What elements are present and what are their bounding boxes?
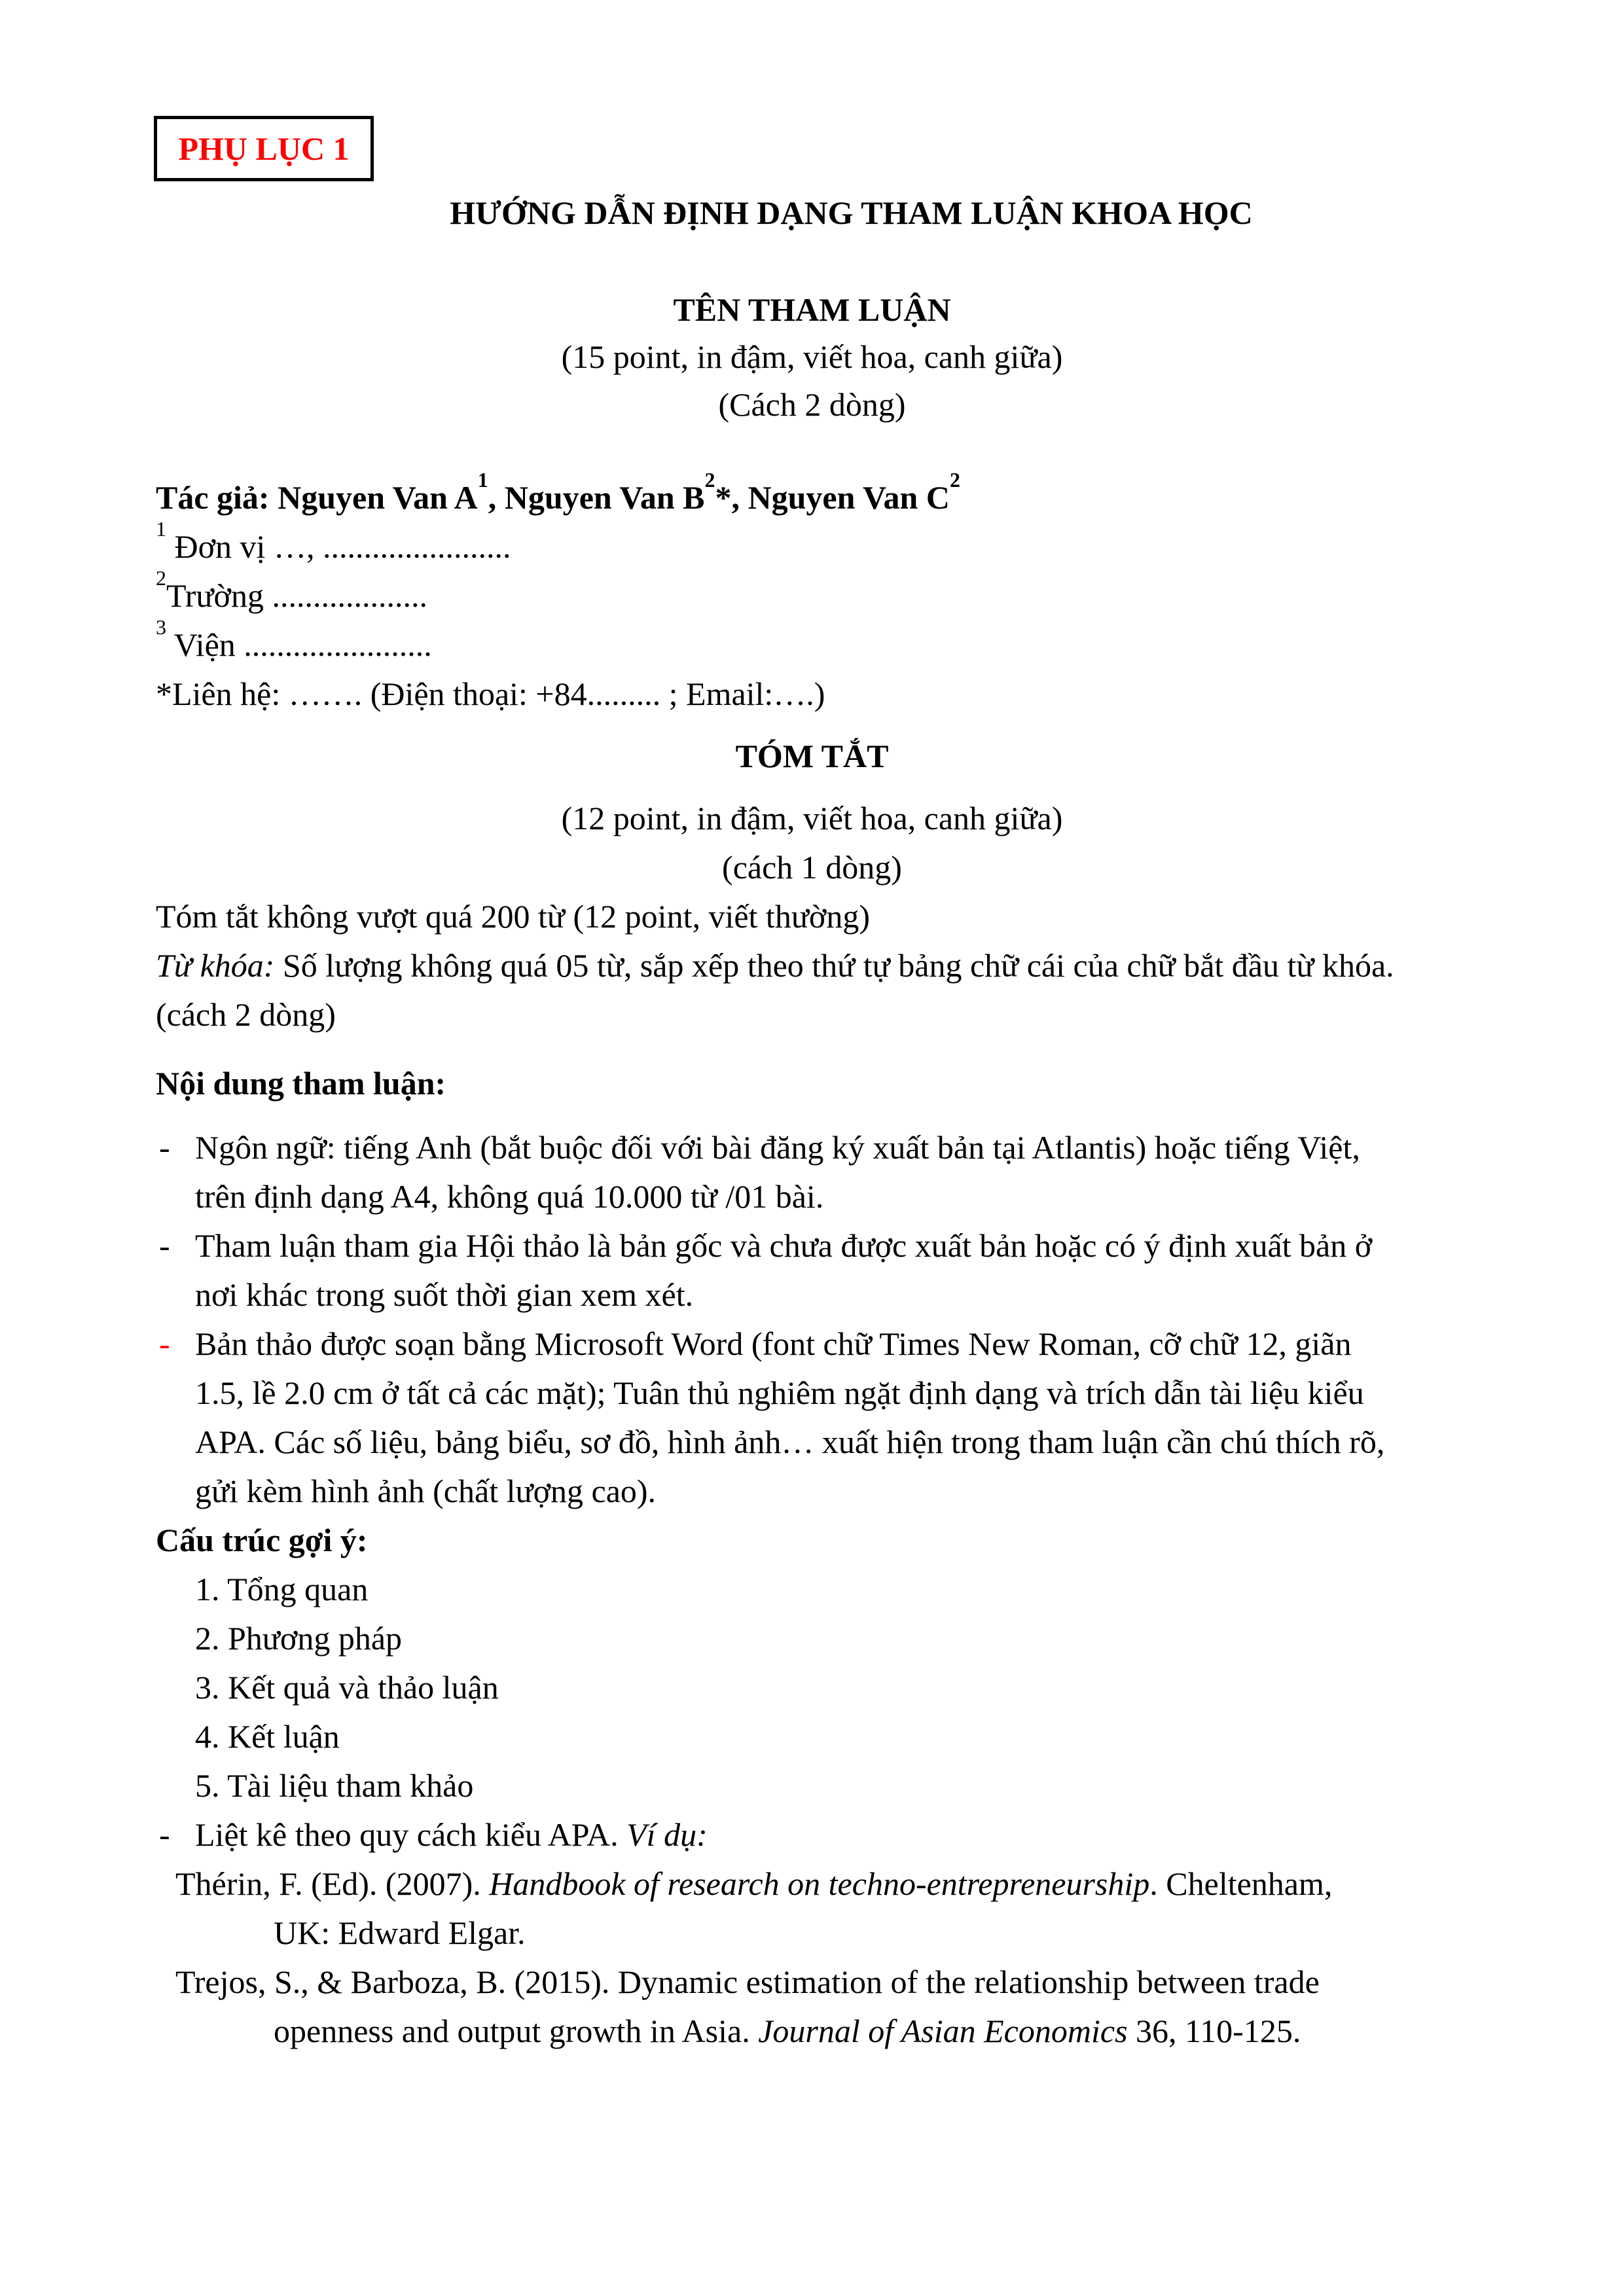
author-name: Nguyen Van A: [278, 479, 478, 516]
reference-entry: Trejos, S., & Barboza, B. (2015). Dynamic estimation of the relationship between trade: [175, 1964, 1320, 2000]
reference-entry: [175, 1867, 1478, 1900]
reference-title: openness and output growth in Asia.: [274, 2013, 759, 2049]
bullet-line: 1.5, lề 2.0 cm ở tất cả các mặt); Tuân thủ nghiêm ngặt định dạng và trích dẫn tài liệu kiểu: [195, 1374, 1364, 1411]
bullet-dash: -: [159, 1816, 170, 1853]
reference-line-continuation: UK: Edward Elgar.: [274, 1914, 526, 1951]
references-intro: [195, 1818, 708, 1851]
structure-item: 5. Tài liệu tham khảo: [195, 1767, 474, 1804]
bullet-line: APA. Các số liệu, bảng biểu, sơ đồ, hình ảnh… xuất hiện trong tham luận cần chú thích rõ,: [195, 1424, 1385, 1460]
reference-journal: Journal of Asian Economics: [758, 2013, 1128, 2049]
author-name: Nguyen Van C: [748, 479, 950, 516]
bullet-dash: -: [159, 1227, 170, 1264]
abstract-heading: TÓM TẮT: [735, 738, 889, 774]
reference-line-continuation: [274, 2015, 1301, 2047]
structure-heading: Cấu trúc gợi ý:: [156, 1522, 368, 1558]
structure-item: 1. Tổng quan: [195, 1571, 369, 1607]
references-intro-text: Liệt kê theo quy cách kiểu APA.: [195, 1816, 627, 1853]
affiliation-sup: 3: [156, 615, 166, 639]
appendix-box: [154, 116, 374, 181]
affiliation-text: Đơn vị …, .......................: [166, 528, 511, 565]
reference-line: [175, 1867, 1332, 1900]
document-title: HƯỚNG DẪN ĐỊNH DẠNG THAM LUẬN KHOA HỌC: [450, 194, 1253, 231]
abstract-note-spacing-2: (cách 2 dòng): [156, 996, 336, 1033]
affiliation-text: Viện .......................: [166, 626, 432, 663]
affiliation-line: [156, 517, 511, 565]
bullet-line: Bản thảo được soạn bằng Microsoft Word (font chữ Times New Roman, cỡ chữ 12, giãn: [195, 1325, 1352, 1362]
bullet-line: nơi khác trong suốt thời gian xem xét.: [195, 1276, 694, 1313]
bullet-line: gửi kèm hình ảnh (chất lượng cao).: [195, 1473, 657, 1509]
content-heading: Nội dung tham luận:: [156, 1065, 446, 1102]
authors-line: [156, 468, 960, 516]
author-separator: ,: [488, 479, 505, 516]
keywords-label: Từ khóa:: [156, 947, 275, 984]
abstract-body: Tóm tắt không vượt quá 200 từ (12 point, viết thường): [156, 898, 871, 935]
structure-item: 3. Kết quả và thảo luận: [195, 1669, 499, 1706]
author-separator: *,: [715, 479, 748, 516]
structure-item: 2. Phương pháp: [195, 1620, 403, 1657]
keywords-text: Số lượng không quá 05 từ, sắp xếp theo thứ tự bảng chữ cái của chữ bắt đầu từ khóa.: [274, 947, 1394, 984]
affiliation-line: [156, 566, 427, 614]
bullet-dash: -: [159, 1129, 170, 1166]
affiliation-text: Trường ...................: [166, 577, 427, 614]
reference-authors: Thérin, F. (Ed). (2007).: [175, 1865, 490, 1902]
paper-title-heading: TÊN THAM LUẬN: [673, 291, 951, 328]
author-affil-sup: 2: [949, 468, 960, 492]
references-example-label: Ví dụ:: [626, 1816, 708, 1853]
affiliation-sup: 1: [156, 517, 166, 541]
abstract-note-format: (12 point, in đậm, viết hoa, canh giữa): [561, 800, 1063, 836]
author-affil-sup: 1: [477, 468, 488, 492]
reference-title: Handbook of research on techno-entrepreneurship: [489, 1865, 1150, 1902]
keywords-line: [156, 949, 1394, 982]
reference-volume-pages: 36, 110-125.: [1127, 2013, 1301, 2049]
structure-item: 4. Kết luận: [195, 1718, 340, 1755]
bullet-line: Ngôn ngữ: tiếng Anh (bắt buộc đối với bài đăng ký xuất bản tại Atlantis) hoặc tiếng Việt,: [195, 1129, 1360, 1166]
bullet-line: trên định dạng A4, không quá 10.000 từ /01 bài.: [195, 1178, 824, 1215]
paper-title-note-format: (15 point, in đậm, viết hoa, canh giữa): [561, 338, 1063, 375]
affiliation-line: [156, 615, 432, 663]
author-affil-sup: 2: [704, 468, 715, 492]
reference-publisher: . Cheltenham,: [1149, 1865, 1333, 1902]
authors-prefix: Tác giả:: [156, 479, 278, 516]
bullet-dash-highlighted: -: [159, 1325, 170, 1362]
bullet-line: Tham luận tham gia Hội thảo là bản gốc và chưa được xuất bản hoặc có ý định xuất bản ở: [195, 1227, 1373, 1264]
abstract-note-spacing: (cách 1 dòng): [722, 849, 902, 886]
author-name: Nguyen Van B: [504, 479, 705, 516]
paper-title-note-spacing: (Cách 2 dòng): [718, 386, 906, 423]
contact-line: *Liên hệ: ……. (Điện thoại: +84......... ; Email:….): [156, 675, 825, 712]
appendix-label: PHỤ LỤC 1: [178, 130, 350, 167]
affiliation-sup: 2: [156, 566, 166, 590]
